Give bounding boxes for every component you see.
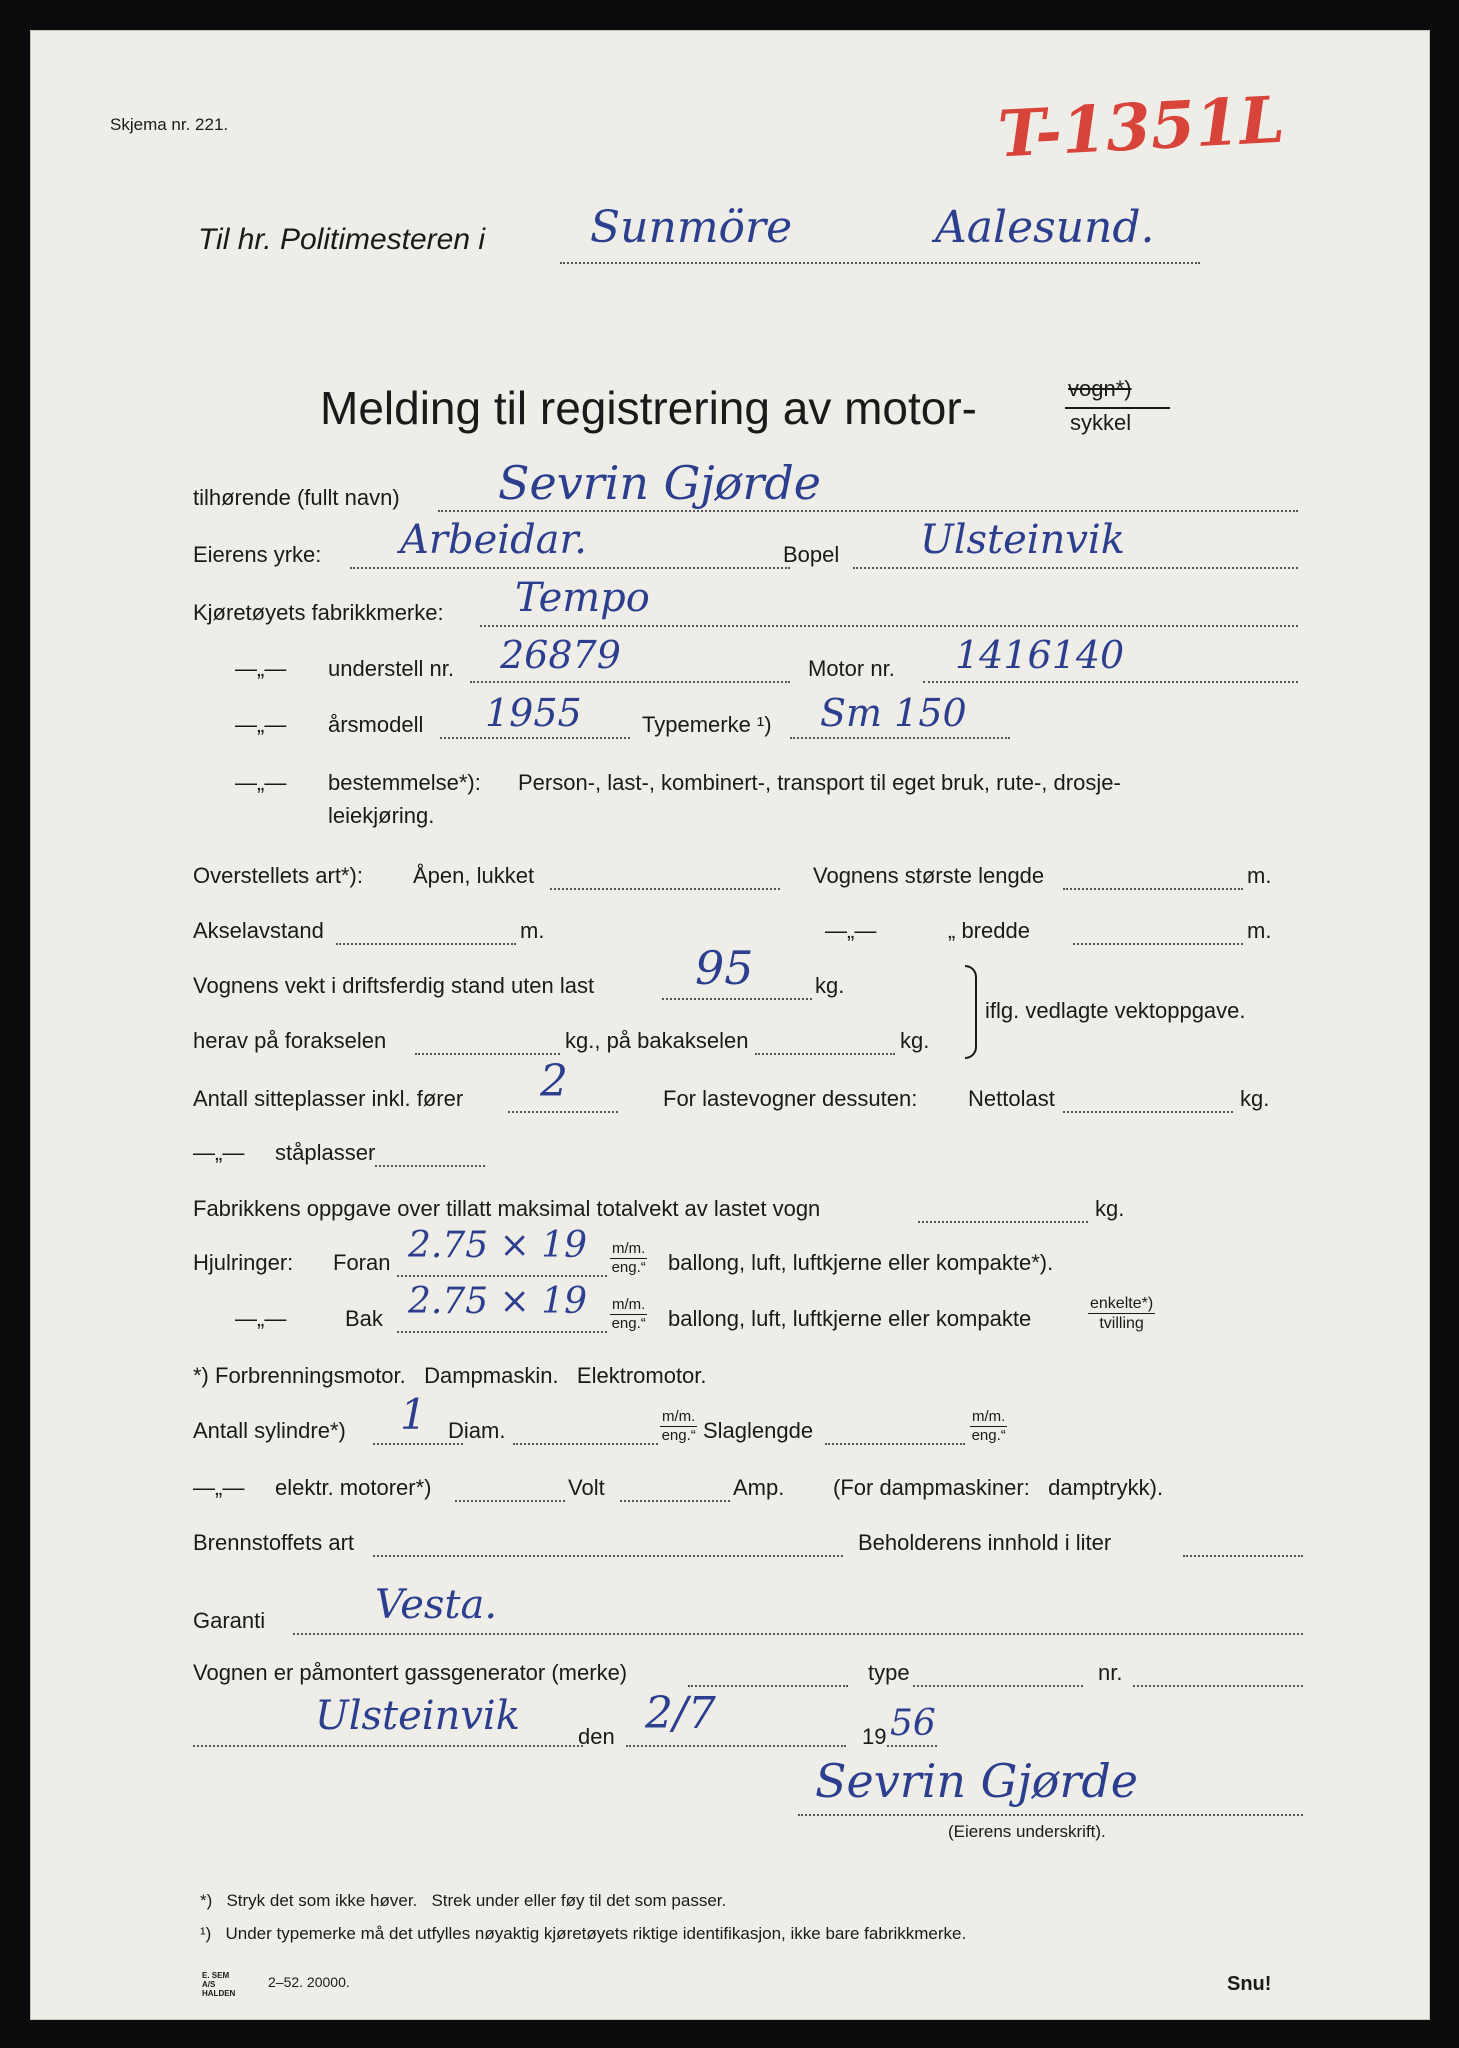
type-mark-value: Sm 150 [820, 691, 967, 735]
max-length-unit: m. [1247, 863, 1272, 888]
rear-tyre-options: ballong, luft, luftkjerne eller kompakte [668, 1306, 1032, 1331]
district-value: Sunmöre [590, 202, 793, 253]
diameter-label: Diam. [448, 1418, 506, 1443]
residence-label: Bopel [783, 542, 840, 567]
weight-line [662, 998, 812, 1000]
volt-line [620, 1500, 730, 1502]
warranty-line [293, 1633, 1303, 1635]
warranty-label: Garanti [193, 1608, 266, 1633]
chassis-ditto: —„— [235, 656, 287, 681]
type-mark-line [790, 737, 1010, 739]
fuel-line [373, 1555, 843, 1557]
motor-types: *) Forbrenningsmotor. Dampmaskin. Elektromotor. [193, 1363, 707, 1388]
stroke-unit: m/m. eng.“ [971, 1408, 1006, 1444]
place-value: Ulsteinvik [315, 1693, 520, 1739]
rear-rim-ditto: —„— [235, 1306, 287, 1331]
model-year-label: årsmodell [328, 712, 424, 737]
signature-line [798, 1814, 1303, 1816]
cylinders-value: 1 [400, 1390, 427, 1439]
seats-line [508, 1111, 618, 1113]
diameter-line [513, 1443, 658, 1445]
body-type-label: Overstellets art*): [193, 863, 363, 888]
electric-ditto: —„— [193, 1475, 245, 1500]
printer-mark: E. SEM A/S HALDEN [202, 1971, 236, 1998]
diameter-unit: m/m. eng.“ [661, 1408, 696, 1444]
make-line [480, 625, 1298, 627]
width-ditto: —„— [825, 918, 877, 943]
weight-brace [965, 965, 977, 1059]
make-value: Tempo [515, 575, 650, 621]
lorry-label: For lastevogner dessuten: [663, 1086, 918, 1111]
max-total-unit: kg. [1095, 1196, 1125, 1221]
purpose-options-cont: leiekjøring. [328, 803, 435, 828]
occupation-line [350, 567, 790, 569]
owner-name-value: Sevrin Gjørde [498, 456, 822, 510]
purpose-ditto: —„— [235, 770, 287, 795]
chassis-value: 26879 [500, 633, 621, 677]
model-year-line [440, 737, 630, 739]
cylinders-label: Antall sylindre*) [193, 1418, 346, 1443]
year-prefix: 19 [862, 1724, 887, 1749]
front-rim-unit: m/m. eng.“ [611, 1240, 646, 1276]
residence-value: Ulsteinvik [920, 517, 1125, 563]
payload-line [1063, 1111, 1233, 1113]
max-length-line [1063, 888, 1243, 890]
front-rim-value: 2.75 × 19 [408, 1225, 588, 1266]
wheelbase-label: Akselavstand [193, 918, 324, 943]
tank-line [1183, 1555, 1303, 1557]
weight-note: iflg. vedlagte vektoppgave. [985, 998, 1246, 1023]
max-length-label: Vognens største lengde [813, 863, 1045, 888]
den-label: den [578, 1724, 615, 1749]
year-line [887, 1745, 937, 1747]
body-type-line [550, 888, 780, 890]
model-year-value: 1955 [485, 691, 582, 735]
date-line [626, 1745, 846, 1747]
single-twin-choice: enkelte*) tvilling [1090, 1295, 1154, 1333]
rear-rim-line [397, 1331, 607, 1333]
electric-label: elektr. motorer*) [275, 1475, 432, 1500]
rear-axle-label: kg., på bakakselen [565, 1028, 749, 1053]
front-tyre-options: ballong, luft, luftkjerne eller kompakte*). [668, 1250, 1054, 1275]
document-page [30, 30, 1430, 2020]
front-axle-label: herav på forakselen [193, 1028, 387, 1053]
make-label: Kjøretøyets fabrikkmerke: [193, 600, 444, 625]
payload-label: Nettolast [968, 1086, 1055, 1111]
title-divider [1065, 407, 1170, 409]
stroke-line [825, 1443, 965, 1445]
max-total-label: Fabrikkens oppgave over tillatt maksimal totalvekt av lastet vogn [193, 1196, 821, 1221]
registration-stamp: T-1351L [996, 82, 1287, 173]
footnote-1: *) Stryk det som ikke høver. Strek under eller føy til det som passer. [200, 1891, 727, 1910]
type-label: type [868, 1660, 910, 1685]
rims-label: Hjulringer: [193, 1250, 294, 1275]
weight-value: 95 [695, 941, 754, 995]
wheelbase-line [336, 943, 516, 945]
residence-line [853, 567, 1298, 569]
standing-ditto: —„— [193, 1140, 245, 1165]
rear-rim-label: Bak [345, 1306, 383, 1331]
model-year-ditto: —„— [235, 712, 287, 737]
form-number: Skjema nr. 221. [110, 115, 229, 134]
occupation-value: Arbeidar. [400, 517, 587, 563]
title-option-vogn: vogn*) [1068, 376, 1132, 401]
page-title: Melding til registrering av motor- [320, 382, 978, 434]
stroke-label: Slaglengde [703, 1418, 814, 1443]
year-value: 56 [890, 1703, 936, 1744]
signature-caption: (Eierens underskrift). [948, 1822, 1106, 1841]
engine-label: Motor nr. [808, 656, 895, 681]
electric-line [455, 1500, 565, 1502]
type-mark-label: Typemerke ¹) [642, 712, 772, 737]
weight-label: Vognens vekt i driftsferdig stand uten last [193, 973, 595, 998]
weight-unit: kg. [815, 973, 845, 998]
district-line [560, 262, 1200, 264]
chassis-line [470, 681, 790, 683]
width-unit: m. [1247, 918, 1272, 943]
print-run: 2–52. 20000. [268, 1974, 350, 1990]
amp-label: Amp. [733, 1475, 785, 1500]
purpose-label: bestemmelse*): [328, 770, 481, 795]
standing-label: ståplasser [275, 1140, 376, 1165]
owner-name-line [438, 510, 1298, 512]
tank-label: Beholderens innhold i liter [858, 1530, 1112, 1555]
cylinders-line [373, 1443, 463, 1445]
rear-axle-line [755, 1053, 895, 1055]
payload-unit: kg. [1240, 1086, 1270, 1111]
standing-line [375, 1165, 485, 1167]
addressee-label: Til hr. Politimesteren i [198, 223, 486, 256]
rear-rim-value: 2.75 × 19 [408, 1281, 588, 1322]
purpose-options: Person-, last-, kombinert-, transport til eget bruk, rute-, drosje- [518, 770, 1121, 795]
front-rim-line [397, 1275, 607, 1277]
steam-label: (For dampmaskiner: damptrykk). [833, 1475, 1164, 1500]
engine-value: 1416140 [955, 633, 1125, 677]
type-line [913, 1685, 1083, 1687]
city-value: Aalesund. [935, 202, 1155, 253]
max-total-line [918, 1221, 1088, 1223]
occupation-label: Eierens yrke: [193, 542, 322, 567]
title-option-sykkel: sykkel [1070, 410, 1132, 435]
front-axle-line [415, 1053, 560, 1055]
width-line [1073, 943, 1243, 945]
rear-rim-unit: m/m. eng.“ [611, 1296, 646, 1332]
place-line [193, 1745, 583, 1747]
date-value: 2/7 [645, 1688, 716, 1739]
seats-label: Antall sitteplasser inkl. fører [193, 1086, 464, 1111]
turn-over: Snu! [1227, 1973, 1272, 1995]
nr-label: nr. [1098, 1660, 1123, 1685]
volt-label: Volt [568, 1475, 605, 1500]
gas-gen-label: Vognen er påmontert gassgenerator (merke) [193, 1660, 628, 1685]
fuel-label: Brennstoffets art [193, 1530, 355, 1555]
warranty-value: Vesta. [375, 1582, 498, 1628]
seats-value: 2 [540, 1056, 568, 1107]
nr-line [1133, 1685, 1303, 1687]
width-label: „ bredde [948, 918, 1030, 943]
front-rim-label: Foran [333, 1250, 391, 1275]
rear-axle-unit: kg. [900, 1028, 930, 1053]
chassis-label: understell nr. [328, 656, 454, 681]
wheelbase-unit: m. [520, 918, 545, 943]
gas-gen-line [688, 1685, 848, 1687]
body-type-options: Åpen, lukket [413, 863, 535, 888]
engine-line [923, 681, 1298, 683]
footnote-2: ¹) Under typemerke må det utfylles nøyaktig kjøretøyets riktige identifikasjon, ikke bare fabrikkmerke. [200, 1924, 967, 1943]
owner-name-label: tilhørende (fullt navn) [193, 485, 400, 510]
owner-signature: Sevrin Gjørde [815, 1754, 1139, 1808]
